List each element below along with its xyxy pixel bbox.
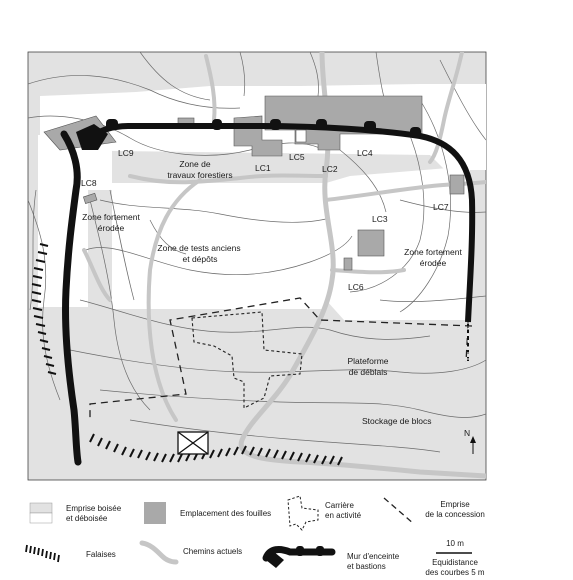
- label-zone-travaux: Zone de: [179, 159, 211, 169]
- label-lc6: LC6: [348, 282, 364, 292]
- legend-carriere: [288, 496, 362, 530]
- label-zone-travaux-2: travaux forestiers: [167, 170, 233, 180]
- label-zone-erodee-east-2: érodée: [419, 258, 447, 268]
- legend: [26, 496, 485, 577]
- label-zone-erodee-west-2: érodée: [97, 223, 125, 233]
- block-storage-symbol: [178, 432, 208, 454]
- label-zone-erodee-east: Zone fortement: [404, 247, 462, 257]
- svg-text:Emprise: Emprise: [440, 500, 470, 509]
- label-zone-tests: Zone de tests anciens: [157, 243, 241, 253]
- legend-mur: [266, 546, 400, 571]
- svg-text:de la concession: de la concession: [425, 510, 485, 519]
- svg-text:Emprise boisée: Emprise boisée: [66, 504, 122, 513]
- svg-text:Mur d'enceinte: Mur d'enceinte: [347, 552, 400, 561]
- legend-emprise-boisee: [30, 503, 122, 523]
- legend-scale: [425, 539, 484, 577]
- svg-text:Chemins actuels: Chemins actuels: [183, 547, 243, 556]
- label-north: N: [464, 428, 471, 438]
- label-lc2: LC2: [322, 164, 338, 174]
- label-zone-erodee-west: Zone fortement: [82, 212, 140, 222]
- label-plateforme: Plateforme: [347, 356, 389, 366]
- svg-text:et déboisée: et déboisée: [66, 514, 108, 523]
- label-zone-tests-2: et dépôts: [182, 254, 218, 264]
- label-lc7: LC7: [433, 202, 449, 212]
- svg-text:des courbes 5 m: des courbes 5 m: [425, 568, 485, 577]
- svg-text:Carrière: Carrière: [325, 501, 354, 510]
- svg-text:Equidistance: Equidistance: [432, 558, 478, 567]
- label-lc9: LC9: [118, 148, 134, 158]
- label-stockage: Stockage de blocs: [362, 416, 432, 426]
- legend-concession: [384, 498, 485, 524]
- svg-text:Falaises: Falaises: [86, 550, 116, 559]
- legend-chemins: [142, 543, 242, 562]
- label-lc3: LC3: [372, 214, 388, 224]
- svg-text:et bastions: et bastions: [347, 562, 386, 571]
- label-lc8: LC8: [81, 178, 97, 188]
- svg-text:en activité: en activité: [325, 511, 362, 520]
- label-plateforme-2: de déblais: [348, 367, 388, 377]
- svg-text:10 m: 10 m: [446, 539, 464, 548]
- label-lc4: LC4: [357, 148, 373, 158]
- label-lc5: LC5: [289, 152, 305, 162]
- svg-text:Emplacement des fouilles: Emplacement des fouilles: [180, 509, 272, 518]
- legend-fouilles: [144, 502, 271, 524]
- label-lc1: LC1: [255, 163, 271, 173]
- legend-falaises: [26, 545, 116, 562]
